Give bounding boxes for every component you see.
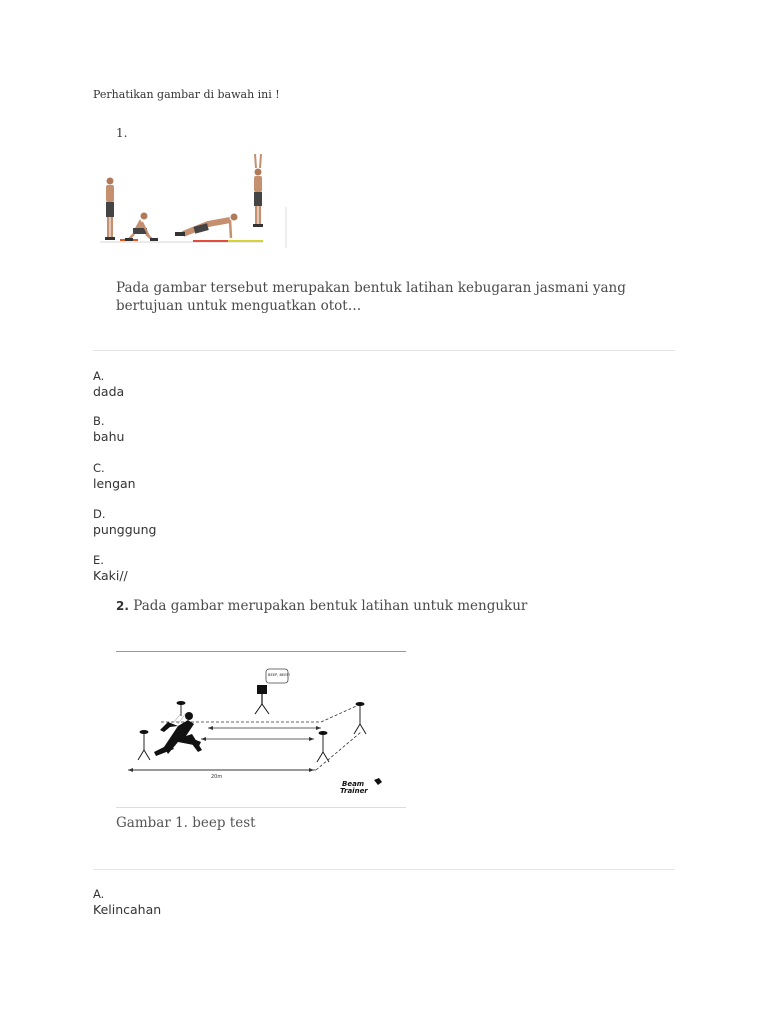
option-letter: C. xyxy=(93,461,105,475)
option-c[interactable] xyxy=(93,461,136,491)
speaker-icon xyxy=(257,685,267,694)
question-1-number: 1. xyxy=(116,126,128,140)
option-letter: A. xyxy=(93,369,105,383)
option-d[interactable] xyxy=(93,507,156,537)
burpee-illustration xyxy=(98,152,290,250)
option-b[interactable] xyxy=(93,414,124,444)
runner-logo-icon xyxy=(374,778,382,785)
option-letter: A. xyxy=(93,887,105,901)
option-letter: B. xyxy=(93,414,105,428)
divider xyxy=(93,350,675,351)
beep-test-illustration xyxy=(116,651,406,808)
runner-silhouette xyxy=(154,712,202,756)
speech-bubble-text: BEEP, BEEP! xyxy=(268,673,291,677)
figure-caption: Gambar 1. beep test xyxy=(116,815,256,831)
divider xyxy=(93,869,675,870)
option-letter: E. xyxy=(93,553,104,567)
logo-line-1: Beam xyxy=(342,780,365,788)
option-text: dada xyxy=(93,384,125,399)
option-text: lengan xyxy=(93,476,136,491)
option-text: punggung xyxy=(93,522,157,537)
question-2-text: Pada gambar merupakan bentuk latihan untuk mengukur xyxy=(133,598,528,614)
option-text: Kelincahan xyxy=(93,902,162,917)
question-2-number: 2. xyxy=(116,599,129,613)
intro-instruction: Perhatikan gambar di bawah ini ! xyxy=(93,88,280,101)
q2-option-a[interactable] xyxy=(93,887,161,917)
question-2 xyxy=(116,598,527,614)
distance-label: 20m xyxy=(211,774,223,780)
question-1-text: Pada gambar tersebut merupakan bentuk latihan kebugaran jasmani yang bertujuan untuk menguatkan otot… xyxy=(116,280,626,314)
logo-line-2: Trainer xyxy=(340,787,368,795)
option-letter: D. xyxy=(93,507,106,521)
option-text: Kaki// xyxy=(93,568,128,583)
option-text: bahu xyxy=(93,429,125,444)
option-a[interactable] xyxy=(93,369,124,399)
option-e[interactable] xyxy=(93,553,128,583)
